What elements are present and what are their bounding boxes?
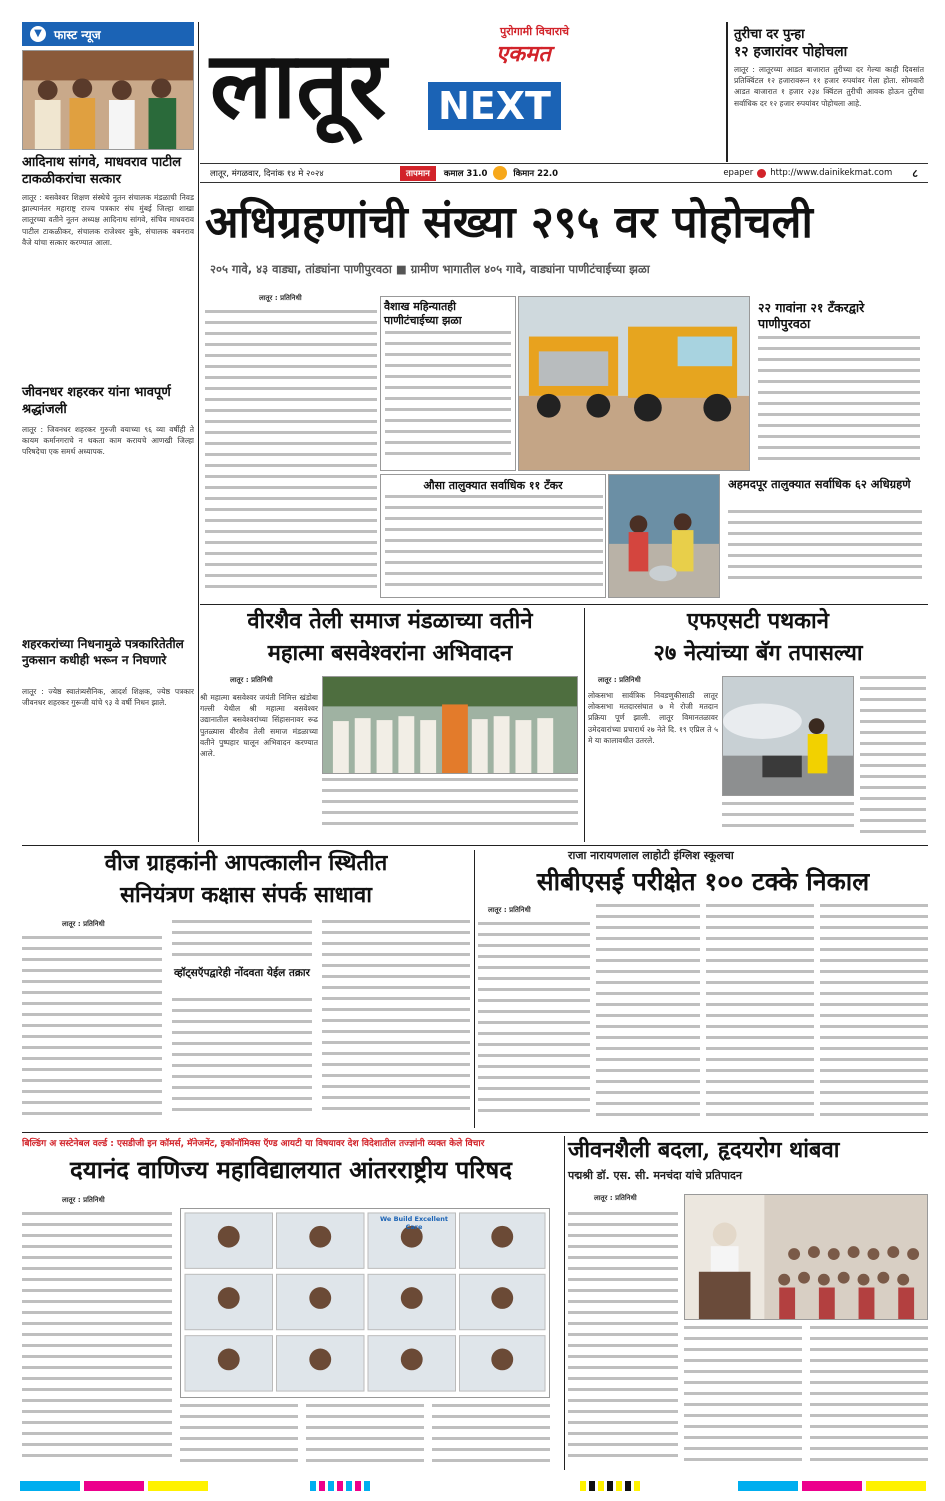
jivanshaili-story [568,1134,928,1470]
lead-dateline: लातूर : प्रतिनिधी [259,294,302,302]
jivanshaili-photo [684,1194,928,1320]
fast-news-label: फास्ट न्यूज [54,27,101,42]
box-22-villages-lines [758,336,920,468]
epaper-icon [757,169,766,178]
jivanshaili-col3-lines [810,1326,928,1470]
vij-col2b-lines [172,998,312,1126]
fst-headline-1: एफएसटी पथकाने [687,608,829,634]
jivanshaili-col1-lines [568,1212,678,1470]
box-ahmedpur-title: अहमदपूर तालुक्यात सर्वाधिक ६२ अधिग्रहणे [728,477,911,491]
fast-news-story2-text: लातूर : जिवनधर शहरकर गुरुजी वयाच्या ९६ व्या वर्षीही ते कायम कर्मानगराचे न थकता काम करायचे आणखी जिल्हा परिषदेचा एक समर्थ अध्यापक. [22,425,194,457]
box-22-villages-title: २२ गावांना २१ टँकरद्वारे पाणीपुरवठा [758,300,865,331]
divider-row3-bottom [22,1132,928,1133]
fast-news-story3-title: शहरकरांच्या निधनामुळे पत्रकारितेतील नुकसान कधीही भरून न निघणारे [22,637,184,667]
cbse-story [478,848,928,1128]
temp-min: किमान 22.0 [513,168,559,179]
box-vaishakh [380,296,516,471]
cbse-kicker: राजा नारायणलाल लाहोटी इंग्लिश स्कूलचा [568,849,734,862]
fst-dateline: लातूर : प्रतिनिधी [598,676,641,684]
cbse-col3-lines [706,904,814,1126]
vij-col1-lines [22,936,162,1126]
veershaiv-story [200,606,580,842]
turi-box [726,22,926,162]
dayanand-video-grid [180,1208,550,1398]
lead-photo-water [608,474,720,598]
box-ausa-title: औसा तालुक्यात सर्वाधिक ११ टँकर [423,479,563,492]
fst-photo [722,676,854,796]
box-ahmedpur-lines [728,510,922,596]
date-line: लातूर, मंगळवार, दिनांक १४ मे २०२४ [210,168,324,179]
vij-col3-lines [322,920,470,1126]
fst-right-lines [860,676,926,842]
sidebar-divider [198,22,199,842]
box-22-villages [752,296,926,471]
jivanshaili-dateline: लातूर : प्रतिनिधी [594,1194,637,1202]
turi-title-2: १२ हजारांवर पोहोचला [734,44,848,60]
date-bar [200,163,928,183]
lead-photo-tankers [518,296,750,471]
vij-story [22,848,470,1128]
page-number: ८ [912,166,918,180]
dayanand-col1-lines [22,1212,172,1470]
box-ausa-lines [385,495,603,595]
fast-news-story1-text: लातूर : बसवेश्वर शिक्षण संस्थेचे नूतन संचालक मंडळाची निवड झाल्यानंतर महाराष्ट्र राज्य पत्रकार संघ मुंबई जिल्हा शाखा लातूरच्या वतीने नूतन अध्यक्ष आदिनाथ सांगवे, संचिव माधवराव पाटील टाकळीकर, संचालक राजेश्वर बुके, संचालक बबनराव वैजे यांचा सत्कार करण्यात आला. [22,193,194,247]
lead-subhead: २०५ गावे, ४३ वाड्या, तांड्यांना पाणीपुरवठा ■ ग्रामीण भागातील ४०५ गावे, वाड्यांना पाणीटंचाईच्या झळा [210,262,650,276]
dayanand-col4-lines [432,1404,550,1470]
veershaiv-photo [322,676,578,774]
masthead [200,20,720,160]
divider-vij-cbse [474,850,475,1128]
box-ahmedpur [722,474,926,598]
dayanand-dateline: लातूर : प्रतिनिधी [62,1196,105,1204]
veershaiv-headline-2: महात्मा बसवेश्वरांना अभिवादन [267,640,513,666]
vij-sub-box: व्हॉट्सऍपद्वारेही नोंदवता येईल तक्रार [174,967,310,979]
dayanand-headline: दयानंद वाणिज्य महाविद्यालयात आंतरराष्ट्रीय परिषद [70,1155,512,1184]
vij-headline-2: सनियंत्रण कक्षास संपर्क साधावा [120,882,372,908]
lead-body-column [205,290,377,600]
sun-icon [493,166,507,180]
fast-news-column [22,22,194,842]
divider-lead-bottom [200,604,928,605]
turi-text: लातूर : लातूरच्या आडत बाजारात तुरीच्या दर गेल्या काही दिवसांत प्रतिक्विंटल १२ हजारावरून ११ हजार रुपयांवर गेला होता. सोमवारी आडत बाजारात १ हजार २३४ क्विंटल तुरीची आवक होऊन तुरीचा सर्वाधिक दर १२ हजार रुपयांवर पोहोचला आहे. [734,65,924,108]
masthead-tagline: पुरोगामी विचाराचे [500,25,570,38]
fst-story [588,606,928,842]
fast-news-story1-title: आदिनाथ सांगवे, माधवराव पाटील टाकळीकरांचा सत्कार [22,155,182,187]
turi-box-border [726,22,728,162]
jivanshaili-col2-lines [684,1326,802,1470]
jivanshaili-headline: जीवनशैली बदला, हृदयरोग थांबवा [568,1137,840,1163]
box-vaishakh-lines [385,331,511,469]
box-ausa [380,474,606,598]
veershaiv-headline-1: वीरशैव तेली समाज मंडळाच्या वतीने [247,608,533,634]
jivanshaili-subhead: पद्मश्री डॉ. एस. सी. मनचंदा यांचे प्रतिपादन [568,1169,742,1182]
temp-label: तापमान [400,166,436,181]
epaper-label: epaper [723,168,754,178]
veershaiv-dateline: लातूर : प्रतिनिधी [230,676,273,684]
reg-bar-yellow-left [148,1481,208,1491]
fst-headline-2: २७ नेत्यांच्या बॅग तपासल्या [653,640,863,666]
masthead-logo-main: लातूर [210,31,387,139]
fst-caption-lines [722,802,854,842]
dayanand-col2-lines [180,1404,298,1470]
registration-strip [0,1476,945,1496]
lead-body-column-2 [205,290,206,291]
cbse-col4-lines [820,904,928,1126]
reg-bar-magenta-right [802,1481,862,1491]
cbse-col1-lines [478,922,590,1126]
dayanand-banner-text: We Build Excellent Care [379,1215,449,1231]
cbse-dateline: लातूर : प्रतिनिधी [488,906,531,914]
epaper-url[interactable]: http://www.dainikekmat.com [770,168,893,178]
veershaiv-caption-lines [322,778,578,842]
cbse-col2-lines [596,904,700,1126]
masthead-logo-next: NEXT [428,82,561,130]
reg-bar-cyan-right [738,1481,798,1491]
reg-dots-2 [580,1481,640,1491]
reg-bar-magenta-left [84,1481,144,1491]
reg-dots-1 [310,1481,370,1491]
cbse-headline: सीबीएसई परीक्षेत १०० टक्के निकाल [536,867,870,896]
fast-news-story3-text: लातूर : ज्येष्ठ स्वातंत्र्यसैनिक, आदर्श शिक्षक, ज्येष्ठ पत्रकार जीवनधर शहरकर गुरूजी यांचे ९३ वे वर्षी निधन झाले. [22,687,194,708]
divider-middle-vertical [584,608,585,842]
dayanand-strap: बिल्डिंग अ सस्टेनेबल वर्ल्ड : एसडीजी इन कॉमर्स, मॅनेजमेंट, इकॉनॉमिक्स ऍण्ड आयटी या विषयावर देश विदेशातील तज्ज्ञांनी व्यक्त केले विचार [22,1139,485,1149]
turi-title-1: तुरीचा दर पुन्हा [734,27,805,42]
veershaiv-text: श्री महात्मा बसवेश्वर जयंती निमित्त खंडोबा गल्ली येथील श्री महात्मा बसवेश्वर उद्यानातील बसवेश्वरांच्या सिंहासनावर रूढ पुतळ्यास वीरशैव तेली समाज मंडळाच्या वतीने पुष्पहार घालून अभिवादन करण्यात आले. [200,693,318,759]
lead-body-lines [205,310,377,600]
lead-headline: अधिग्रहणांची संख्या २९५ वर पोहोचली [205,197,813,248]
dayanand-story [22,1134,560,1470]
divider-bottom-vertical [564,1136,565,1470]
fast-news-icon: ▼ [30,26,46,42]
fst-text: लोकसभा सार्वत्रिक निवडणुकीसाठी लातूर लोकसभा मतदारसंघात ७ मे रोजी मतदान प्रक्रिया पूर्ण झाली. लातूर विमानतळावर उमेदवारांच्या प्रचारार्थ २७ नेते दि. १९ एप्रिल ते ५ मे या कालावधीत उतरले. [588,691,718,745]
masthead-brand: एकमत [496,41,551,67]
reg-bar-yellow-right [866,1481,926,1491]
vij-headline-1: वीज ग्राहकांनी आपत्कालीन स्थितीत [104,850,388,876]
temp-max: कमाल 31.0 [443,168,488,179]
vij-col2-lines [172,920,312,960]
fast-news-label-bar [22,22,194,46]
divider-row2-bottom [22,845,928,846]
box-vaishakh-title: वैशाख महिन्यातही पाणीटंचाईच्या झळा [384,300,462,327]
dayanand-col3-lines [306,1404,424,1470]
reg-bar-cyan-left [20,1481,80,1491]
fast-news-photo [22,50,194,150]
vij-dateline: लातूर : प्रतिनिधी [62,920,105,928]
fast-news-story2-title: जीवनधर शहरकर यांना भावपूर्ण श्रद्धांजली [22,385,171,417]
